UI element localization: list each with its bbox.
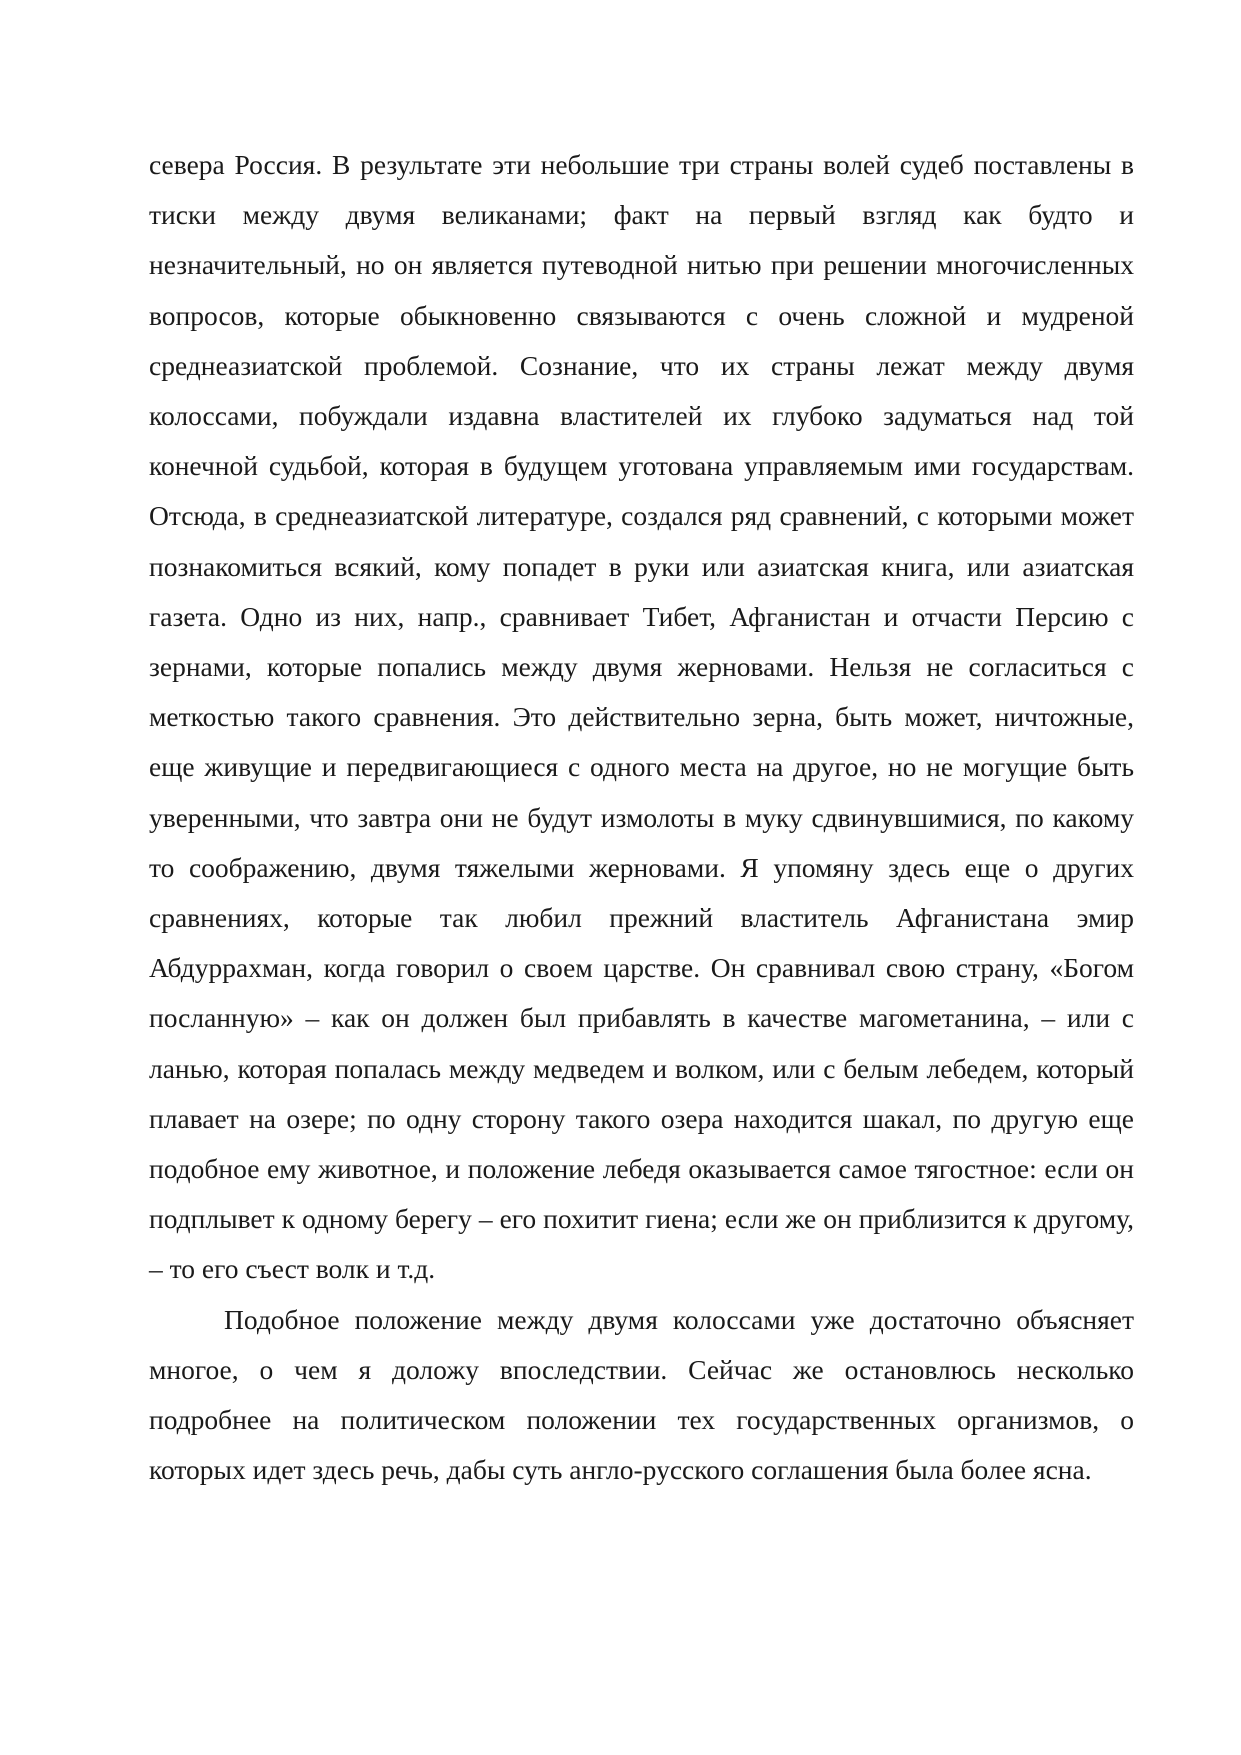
body-text	[149, 140, 1134, 1495]
paragraph-1: севера Россия. В результате эти небольшие три страны волей судеб поставлены в тиски между двумя великанами; факт на первый взгляд как будто и незначительный, но он является путеводной нитью при решении многочисленных вопросов, которые обыкновенно связываются с очень сложной и мудреной среднеазиатской проблемой. Сознание, что их страны лежат между двумя колоссами, побуждали издавна властителей их глубоко задуматься над той конечной судьбой, которая в будущем уготована управляемым ими государствам. Отсюда, в среднеазиатской литературе, создался ряд сравнений, с которыми может познакомиться всякий, кому попадет в руки или азиатская книга, или азиатская газета. Одно из них, напр., сравнивает Тибет, Афганистан и отчасти Персию с зернами, которые попались между двумя жерновами. Нельзя не согласиться с меткостью такого сравнения. Это действительно зерна, быть может, ничтожные, еще живущие и передвигающиеся с одного места на другое, но не могущие быть уверенными, что завтра они не будут измолоты в муку сдвинувшимися, по какому то соображению, двумя тяжелыми жерновами. Я упомяну здесь еще о других сравнениях, которые так любил прежний властитель Афганистана эмир Абдуррахман, когда говорил о своем царстве. Он сравнивал свою страну, «Богом посланную» – как он должен был прибавлять в качестве магометанина, – или с ланью, которая попалась между медведем и волком, или с белым лебедем, который плавает на озере; по одну сторону такого озера находится шакал, по другую еще подобное ему животное, и положение лебедя оказывается самое тягостное: если он подплывет к одному берегу – его похитит гиена; если же он приблизится к другому, – то его съест волк и т.д.	[149, 149, 1134, 1285]
paragraph-2: Подобное положение между двумя колоссами уже достаточно объясняет многое, о чем я доложу впоследствии. Сейчас же остановлюсь несколько подробнее на политическом положении тех государственных организмов, о которых идет здесь речь, дабы суть англо-русского соглашения была более ясна.	[149, 1303, 1134, 1486]
